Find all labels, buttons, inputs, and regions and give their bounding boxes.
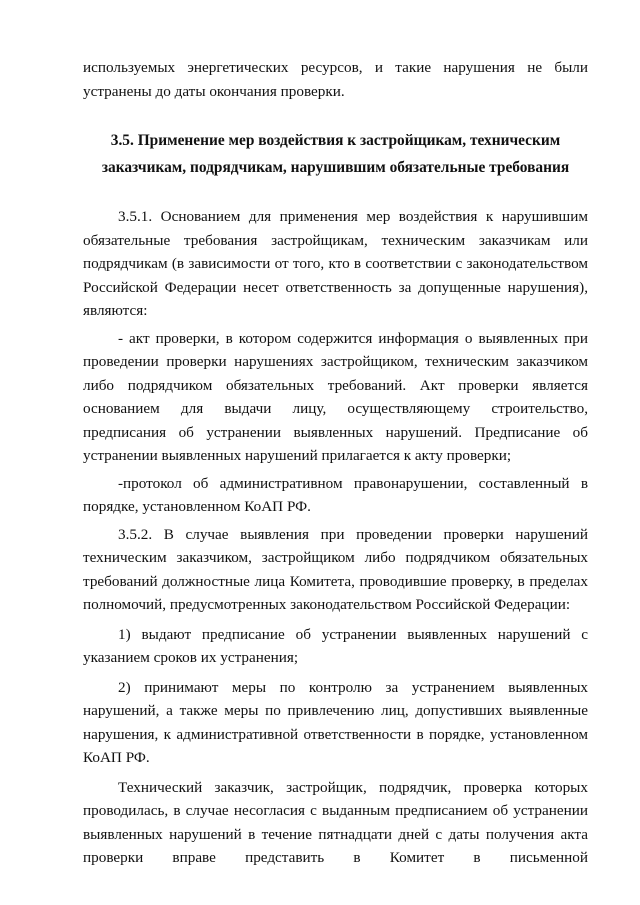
list-item-protocol: -протокол об административном правонарушении, составленный в порядке, установленном КоАП РФ. (83, 474, 588, 515)
document-page (83, 56, 588, 870)
list-item-2: 2) принимают меры по контролю за устранением выявленных нарушений, а также меры по привлечению лиц, допустивших выявленные нарушения, к административной ответственности в порядке, установленном КоАП РФ. (83, 678, 588, 766)
section-heading: 3.5. Применение мер воздействия к застройщикам, техническим заказчикам, подрядчикам, нарушившим обязательные требования (101, 132, 570, 176)
paragraph-3-5-2: 3.5.2. В случае выявления при проведении проверки нарушений техническим заказчиком, застройщиком либо подрядчиком обязательных требований должностные лица Комитета, проводившие проверку, в пределах полномочий, предусмотренных законодательством Российской Федерации: (83, 525, 588, 613)
list-item-1: 1) выдают предписание об устранении выявленных нарушений с указанием сроков их устранения; (83, 625, 588, 666)
intro-paragraph: используемых энергетических ресурсов, и такие нарушения не были устранены до даты окончания проверки. (83, 59, 588, 100)
paragraph-appeal: Технический заказчик, застройщик, подрядчик, проверка которых проводилась, в случае несогласия с выданным предписанием об устранении выявленных нарушений в течение пятнадцати дней с даты получения акта проверки вправе представить в Комитет в письменной (83, 778, 588, 866)
paragraph-3-5-1: 3.5.1. Основанием для применения мер воздействия к нарушившим обязательные требования застройщикам, техническим заказчикам или подрядчикам (в зависимости от того, кто в соответствии с законодательством Российской Федерации несет ответственность за допущенные нарушения), являются: (83, 208, 588, 319)
list-item-inspection-act: - акт проверки, в котором содержится информация о выявленных при проведении проверки нарушениях застройщиком, техническим заказчиком либо подрядчиком обязательных требований. Акт проверки является основанием для выдачи лицу, осуществляющему строительство, предписания об устранении выявленных нарушений. Предписание об устранении выявленных нарушений прилагается к акту проверки; (83, 329, 588, 464)
